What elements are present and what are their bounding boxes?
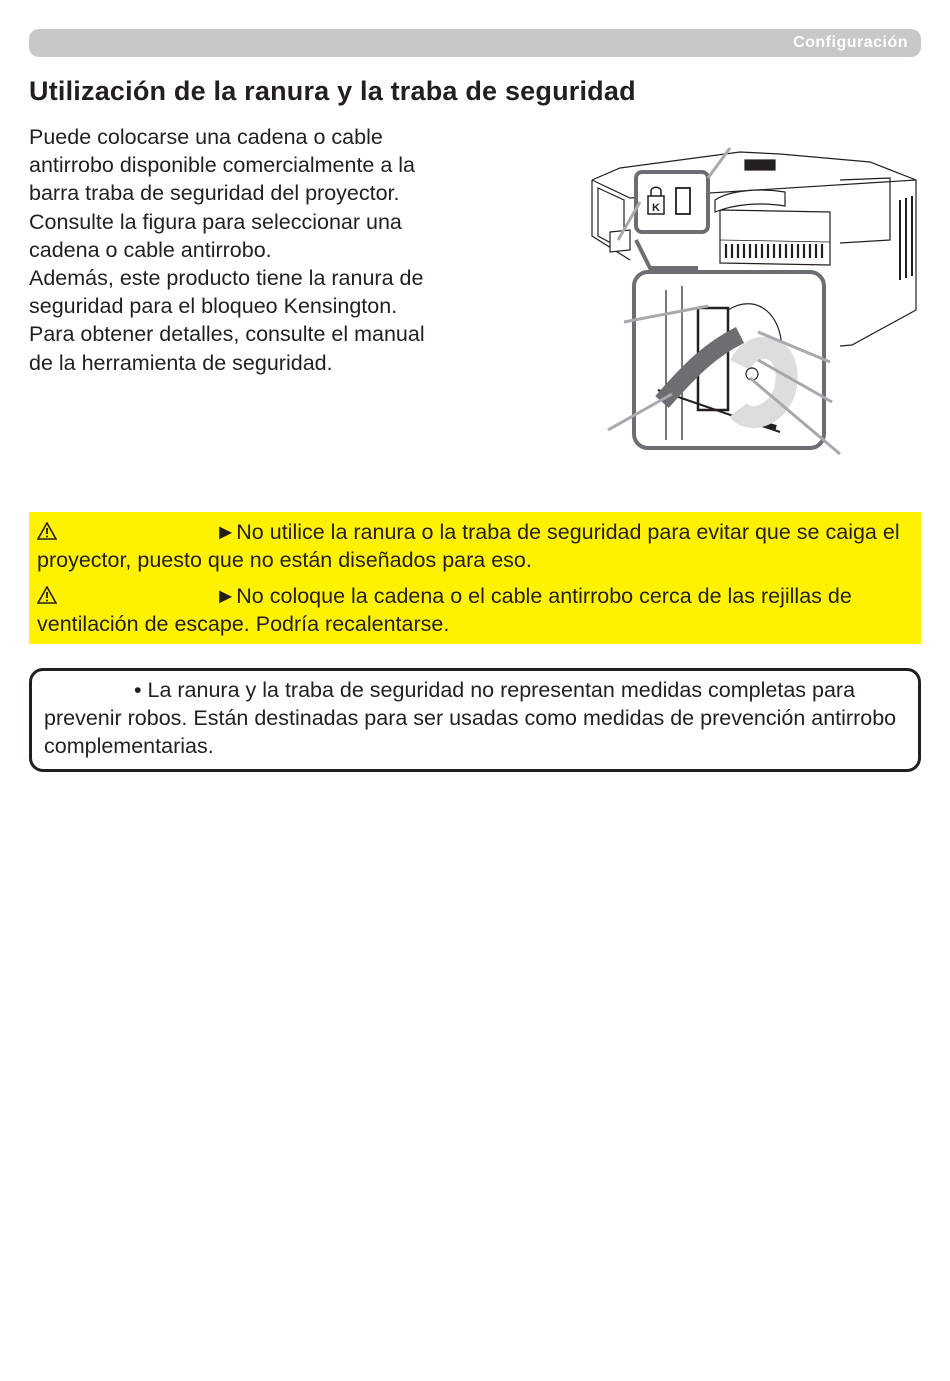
intro-line: cadena o cable antirrobo. [29, 237, 272, 262]
warning-item [37, 518, 913, 574]
note-box [29, 668, 921, 772]
section-header-bar [29, 29, 921, 57]
warning-text: ►No utilice la ranura o la traba de seguridad para evitar que se caiga el proyector, puesto que no están diseñados para eso. [37, 520, 900, 572]
section-label: Configuración [793, 34, 908, 51]
security-bar-icon [676, 188, 690, 214]
warning-triangle-icon [37, 586, 57, 604]
intro-text [29, 123, 499, 377]
page-title: Utilización de la ranura y la traba de seguridad [29, 76, 636, 106]
warning-text: ►No coloque la cadena o el cable antirrobo cerca de las rejillas de ventilación de escape. Podría recalentarse. [37, 584, 852, 636]
projector-illustration [590, 140, 940, 460]
intro-line: Además, este producto tiene la ranura de [29, 266, 424, 291]
intro-line: Puede colocarse una cadena o cable [29, 125, 383, 149]
intro-line: Consulte la figura para seleccionar una [29, 209, 402, 234]
intro-line: antirrobo disponible comercialmente a la [29, 153, 416, 178]
intro-line: seguridad para el bloqueo Kensington. [29, 294, 398, 319]
warning-box [29, 512, 921, 644]
intro-line: de la herramienta de seguridad. [29, 350, 333, 375]
note-text: • La ranura y la traba de seguridad no representan medidas completas para prevenir robos. Están destinadas para ser usadas como medidas de prevención antirrobo complementarias. [44, 678, 897, 758]
intro-line: Para obtener detalles, consulte el manual [29, 322, 425, 347]
warning-triangle-icon [37, 522, 57, 540]
kensington-letter: K [652, 202, 660, 214]
warning-item [37, 582, 913, 638]
security-slot-figure [590, 140, 940, 460]
intro-line: barra traba de seguridad del proyector. [29, 181, 400, 206]
